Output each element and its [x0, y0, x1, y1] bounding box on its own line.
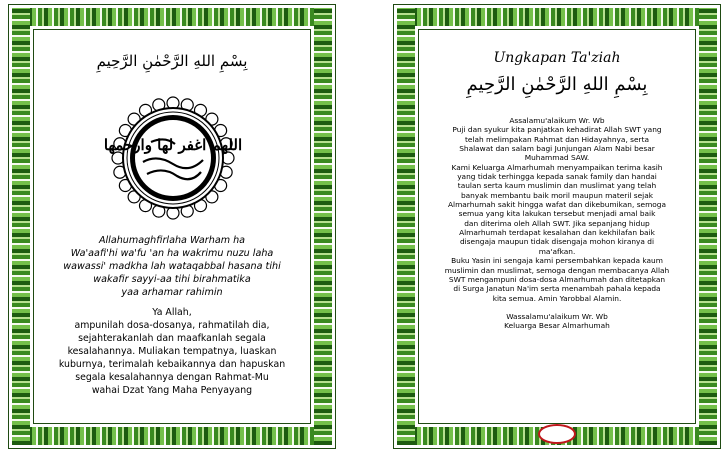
text-line: banyak membantu baik moril maupun materil sejak — [460, 190, 654, 200]
right-page — [393, 4, 721, 449]
bismillah-calligraphy: بِسْمِ اللهِ الرَّحْمٰنِ الرَّحِيمِ — [96, 52, 248, 70]
medallion-calligraphy-text: اللهم اغفر لها وارحمها — [103, 136, 243, 154]
frame-right-border — [314, 8, 332, 445]
text-line: disengaja maupun tidak disengaja mohon kiranya di — [459, 237, 655, 247]
left-page — [8, 4, 336, 449]
frame-bottom-border — [12, 427, 332, 445]
frame-left-border — [397, 8, 415, 445]
text-line: di Surga Janatun Na'im serta menambah pahala kepada — [453, 284, 661, 294]
prayer-block — [38, 306, 306, 397]
text-line: dan diterima oleh Allah SWT. Jika sepanjang hidup — [464, 218, 650, 228]
verse-block — [40, 234, 304, 299]
calligraphy-medallion — [103, 96, 243, 220]
text-line: telah melimpakan Rahmat dan Hidayahnya, serta — [464, 134, 650, 144]
frame-left-border — [12, 8, 30, 445]
text-line: Assalamu'alaikum Wr. Wb — [509, 116, 605, 125]
frame-top-border — [397, 8, 717, 26]
verse-line: wawassi' madkha lah wataqabbal hasana tihi — [63, 261, 281, 272]
prayer-line: sejahterakanlah dan maafkanlah segala — [78, 333, 266, 344]
text-line: yang tidak terhingga kepada sanak family dan handai — [457, 172, 657, 182]
frame-top-border — [12, 8, 332, 26]
text-line: muslimin dan muslimat, semoga dengan membacanya Allah — [444, 265, 670, 275]
bismillah-calligraphy: بِسْمِ اللهِ الرَّحْمٰنِ الرَّحِيمِ — [466, 74, 648, 95]
text-line: kita semua. Amin Yarobbal Alamin. — [492, 293, 622, 303]
text-line: taulan serta kaum muslimin dan muslimat yang telah — [457, 181, 657, 191]
prayer-line: wahai Dzat Yang Maha Penyayang — [91, 385, 253, 396]
closing-line: Wassalamu'alaikum Wr. Wb — [506, 311, 608, 321]
text-line: Almarhumah terdapat kesalahan dan kekhilafan baik — [459, 228, 655, 238]
prayer-line: ampunilah dosa-dosanya, rahmatilah dia, — [74, 320, 270, 331]
verse-line: Wa'aafi'hi wa'fu 'an ha wakrimu nuzu laha — [70, 248, 274, 259]
condolence-text — [423, 116, 691, 331]
frame-right-border — [699, 8, 717, 445]
verse-line: Allahumaghfirlaha Warham ha — [98, 235, 246, 246]
verse-line: yaa arhamar rahimin — [121, 287, 223, 298]
prayer-line: kesalahannya. Muliakan tempatnya, luaskan — [67, 346, 277, 357]
page-title: Ungkapan Ta'ziah — [493, 50, 621, 66]
text-line: Almarhumah sakit hingga wafat dan dikebumikan, semoga — [447, 200, 667, 210]
text-line: ma'afkan. — [538, 246, 576, 256]
prayer-line: Ya Allah, — [152, 307, 192, 318]
text-line: SWT mengampuni dosa-dosa Almarhumah dan ditetapkan — [448, 274, 666, 284]
closing-line: Keluarga Besar Almarhumah — [504, 321, 610, 331]
right-page-content — [418, 29, 696, 424]
text-line: Shalawat dan salam bagi Junjungan Alam Nabi besar — [459, 144, 655, 154]
left-page-content — [33, 29, 311, 424]
red-oval-ornament — [538, 424, 576, 444]
verse-line: wakafir sayyi-aa tihi birahmatika — [93, 274, 251, 285]
prayer-line: kuburnya, terimalah kebaikannya dan hapuskan — [58, 359, 286, 370]
prayer-line: segala kesalahannya dengan Rahmat-Mu — [75, 372, 269, 383]
text-line: semua yang kita lakukan tersebut menjadi amal baik — [458, 209, 656, 219]
text-line: Puji dan syukur kita panjatkan kehadirat Allah SWT yang — [452, 125, 662, 135]
text-line: Buku Yasin ini sengaja kami persembahkan kepada kaum — [451, 256, 663, 266]
text-line: Muhammad SAW. — [524, 153, 590, 163]
text-line: Kami Keluarga Almarhumah menyampaikan terima kasih — [451, 162, 663, 172]
